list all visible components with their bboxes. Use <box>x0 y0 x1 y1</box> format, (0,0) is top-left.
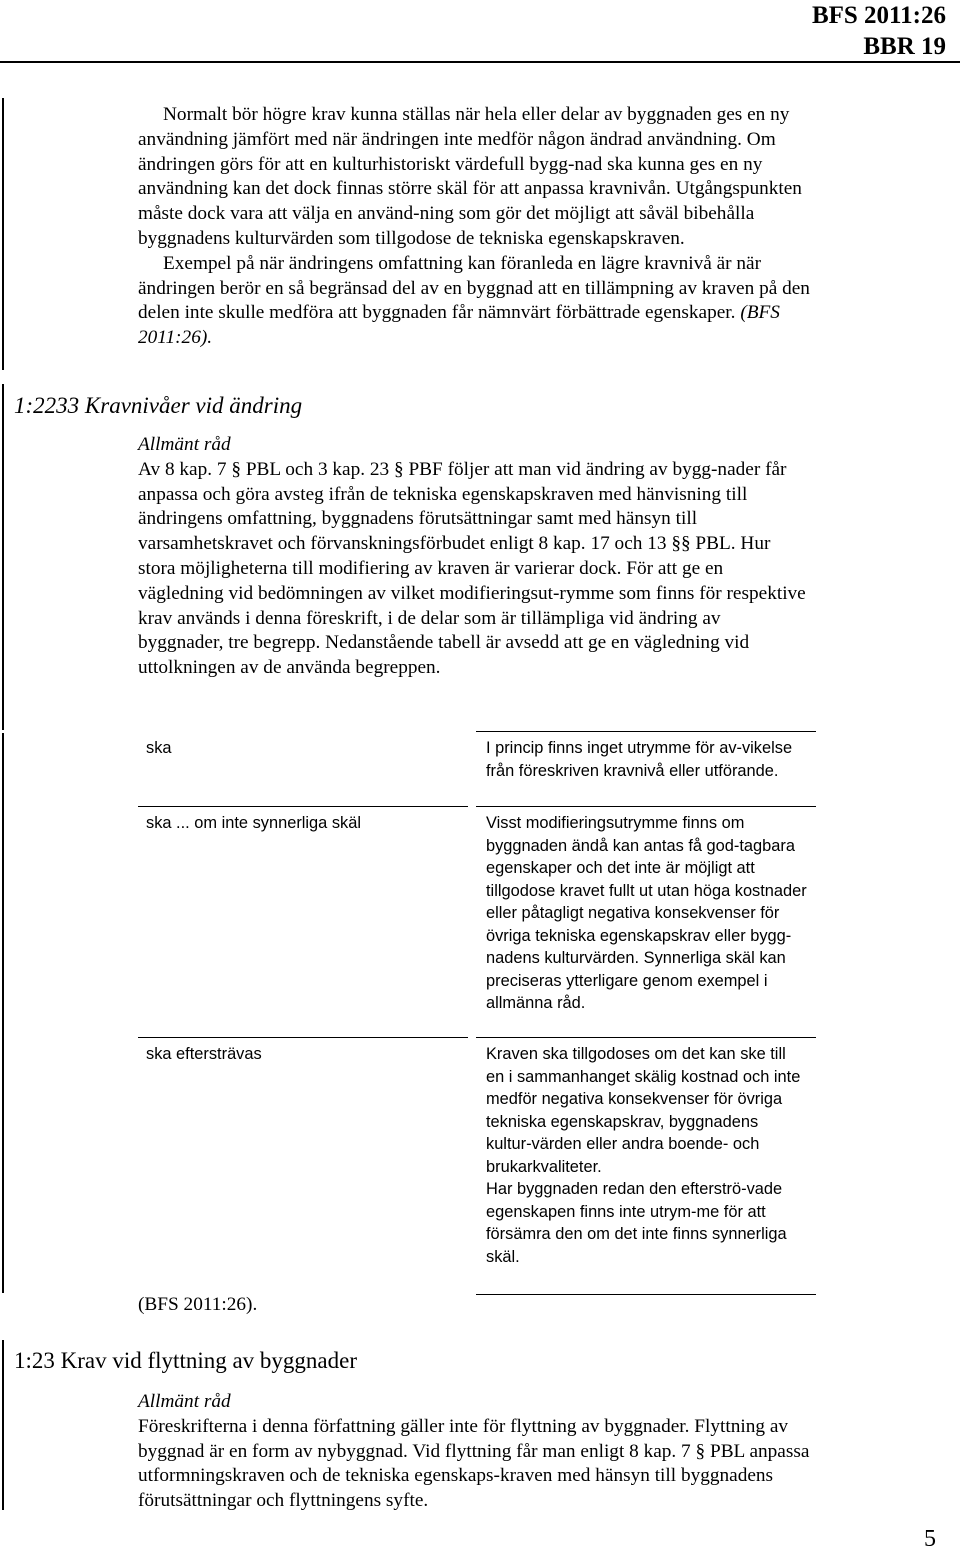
table-description <box>486 1043 808 1268</box>
table-rule <box>138 1037 468 1038</box>
table-term: ska ... om inte synnerliga skäl <box>146 814 361 832</box>
intro-paragraph: Normalt bör högre krav kunna ställas när hela eller delar av byggnaden ges en ny användning jämfört med när ändringen inte medför någon ändrad användning. Om ändringen görs för att en kulturhistoriskt värdefull bygg-nad ska kunna ges en ny användning kan det dock finnas större skäl för att anpassa kravnivån. Utgångspunkten måste dock vara att välja en använd-ning som gör det möjligt att såväl bibehålla byggnadens kulturvärden som tillgodose de tekniska egenskapskraven. <box>138 104 802 249</box>
table-term: ska eftersträvas <box>146 1045 262 1063</box>
section-23-body <box>138 1390 810 1514</box>
header-bbr-number: BBR 19 <box>863 33 946 60</box>
section-title-23: 1:23 Krav vid flyttning av byggnader <box>14 1348 358 1373</box>
allmant-rad-label: Allmänt råd <box>138 1391 231 1412</box>
table-description-part: Har byggnaden redan den efterströ-vade egenskapen finns inte utrym-me för att försämra den om det inte finns synnerliga skäl. <box>486 1180 787 1266</box>
table-description-part: Kraven ska tillgodoses om det kan ske till en i sammanhanget skälig kostnad och inte medför negativa konsekvenser för övriga tekniska egenskapskrav, byggnadens kultur-värden eller andra boende- och brukarkvaliteter. <box>486 1045 801 1176</box>
allmant-rad-text: Av 8 kap. 7 § PBL och 3 kap. 23 § PBF följer att man vid ändring av bygg-nader får anpassa och göra avsteg ifrån de tekniska egenskapskraven med hänvisning till ändringens omfattning, byggnadens förutsättningar samt med hänsyn till varsamhetskravet och förvanskningsförbudet enligt 8 kap. 17 och 13 §§ PBL. Hur stora möjligheterna till modifiering av kraven är varierar dock. För att ge en vägledning vid bedömningen av vilket modifieringsut-rymme som finns för respektive krav används i denna föreskrift, i de delar som är tillämpliga vid ändring av byggnader, tre begrepp. Nedanstående tabell är avsedd att ge en vägledning vid uttolkningen av de använda begreppen. <box>138 458 806 679</box>
table-rule <box>476 731 816 732</box>
intro-paragraph <box>138 252 810 351</box>
intro-paragraph-text: Exempel på när ändringens omfattning kan föranleda en lägre kravnivå är när ändringen berör en så begränsad del av en byggnad att en tillämpning av kraven på den delen inte skulle medföra att byggnaden får nämnvärt förbättrade egenskaper. <box>138 252 810 324</box>
section-title-2233: 1:2233 Kravnivåer vid ändring <box>14 393 303 418</box>
change-bar <box>2 384 4 730</box>
change-bar <box>2 733 4 1293</box>
page-number: 5 <box>924 1526 936 1552</box>
table-description: I princip finns inget utrymme för av-vikelse från föreskriven kravnivå eller utförande. <box>486 739 793 780</box>
table-rule <box>476 1037 816 1038</box>
bfs-reference: (BFS 2011:26). <box>138 302 780 349</box>
table-description: Visst modifieringsutrymme finns om byggnaden ändå kan antas få god-tagbara egenskaper och det inte är möjligt att tillgodose kravet fullt ut utan höga kostnader eller påtagligt negativa konsekvenser för övriga tekniska egenskapskrav eller bygg-nadens kulturvärden. Synnerliga skäl kan preciseras ytterligare genom exempel i allmänna råd. <box>486 814 807 1012</box>
bfs-reference: (BFS 2011:26). <box>138 1294 258 1315</box>
table-rule <box>138 806 468 807</box>
header-rule <box>0 61 960 63</box>
table-rule <box>476 1294 816 1295</box>
intro-text <box>138 103 810 351</box>
document-header <box>812 0 946 62</box>
header-bfs-number: BFS 2011:26 <box>811 2 946 29</box>
table-rule <box>476 806 816 807</box>
section-2233-body <box>138 433 810 681</box>
change-bar <box>2 1340 4 1510</box>
change-bar <box>2 98 4 370</box>
allmant-rad-label: Allmänt råd <box>138 434 231 455</box>
table-term: ska <box>146 739 172 757</box>
allmant-rad-text: Föreskrifterna i denna författning gäller inte för flyttning av byggnader. Flyttning av byggnad är en form av nybyggnad. Vid flyttning får man enligt 8 kap. 7 § PBL anpassa utformningskraven och de tekniska egenskaps-kraven med hänsyn till byggnadens förutsättningar och flyttningens syfte. <box>138 1415 810 1512</box>
